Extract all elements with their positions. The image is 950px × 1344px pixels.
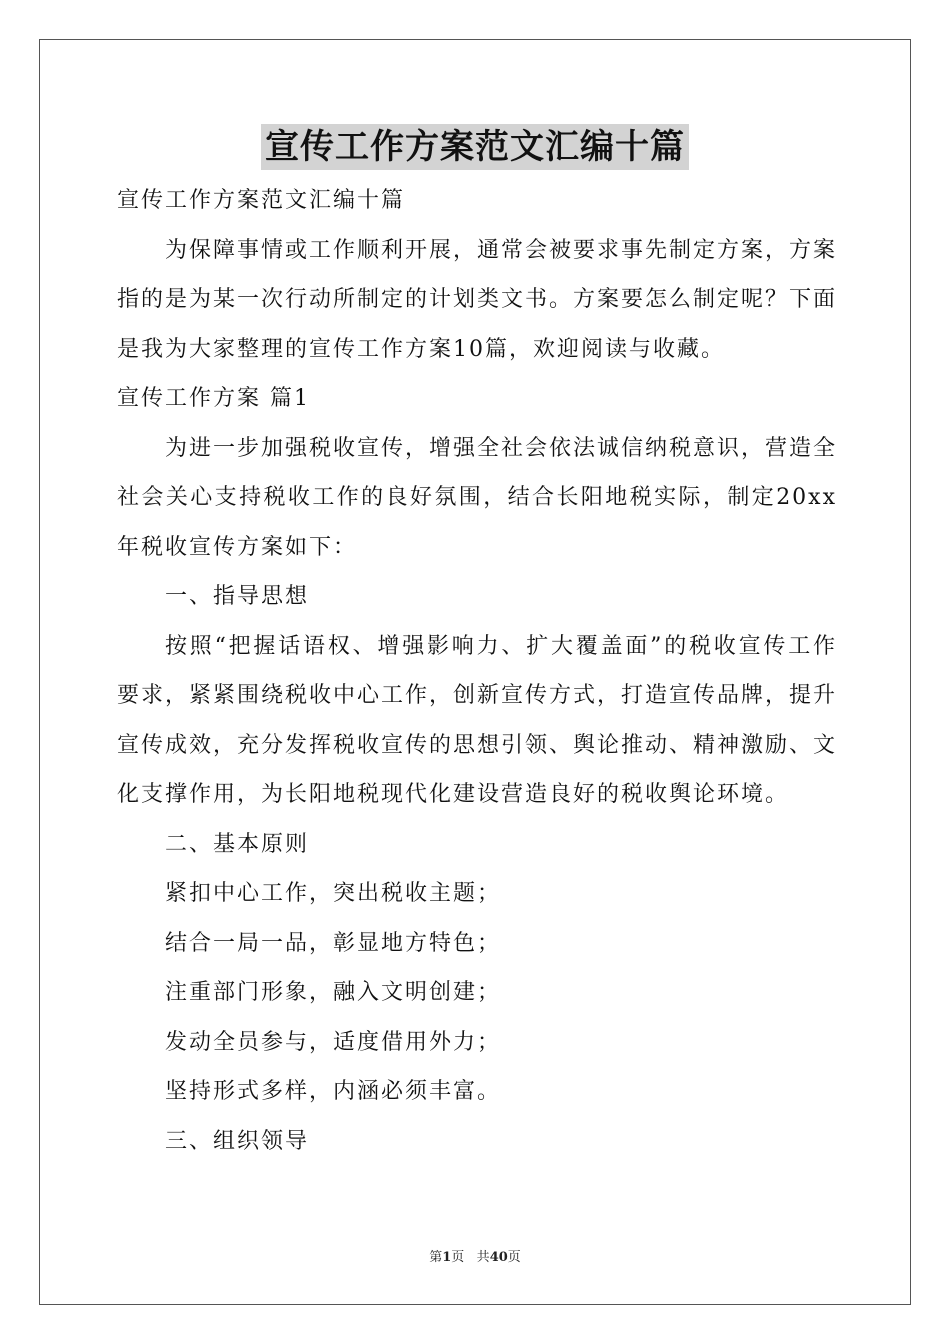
heading-basic-principles: 二、基本原则 (165, 831, 310, 857)
document-subtitle: 宣传工作方案范文汇编十篇 (117, 188, 406, 213)
footer-page-number: 1 (442, 1250, 452, 1265)
footer-prefix: 第 (429, 1250, 443, 1265)
title-container (0, 124, 950, 170)
footer-page-suffix: 页 (451, 1250, 465, 1265)
document-body (117, 176, 837, 1166)
heading-guiding-thought: 一、指导思想 (165, 584, 310, 609)
page-footer (0, 1246, 950, 1265)
principle-item: 发动全员参与，适度借用外力； (165, 1029, 502, 1055)
principle-item: 紧扣中心工作，突出税收主题； (165, 881, 502, 906)
footer-total-suffix: 页 (507, 1250, 521, 1265)
document-title: 宣传工作方案范文汇编十篇 (261, 124, 689, 170)
heading-organization: 三、组织领导 (165, 1128, 310, 1154)
intro-paragraph: 为保障事情或工作顺利开展，通常会被要求事先制定方案，方案指的是为某一次行动所制定的计划类文书。方案要怎么制定呢？下面是我为大家整理的宣传工作方案10篇，欢迎阅读与收藏。 (117, 237, 838, 362)
footer-total-prefix: 共 (476, 1250, 490, 1265)
principle-item: 坚持形式多样，内涵必须丰富。 (165, 1079, 502, 1104)
principle-item: 注重部门形象，融入文明创建； (165, 980, 502, 1005)
principle-item: 结合一局一品，彰显地方特色； (165, 930, 502, 956)
footer-total-pages: 40 (489, 1250, 508, 1265)
section-intro-paragraph: 为进一步加强税收宣传，增强全社会依法诚信纳税意识，营造全社会关心支持税收工作的良好氛围，结合长阳地税实际，制定20xx年税收宣传方案如下： (117, 435, 838, 560)
section-heading: 宣传工作方案 篇1 (117, 386, 310, 411)
guiding-paragraph: 按照“把握话语权、增强影响力、扩大覆盖面”的税收宣传工作要求，紧紧围绕税收中心工作，创新宣传方式，打造宣传品牌，提升宣传成效，充分发挥税收宣传的思想引领、舆论推动、精神激励、文化支撑作用，为长阳地税现代化建设营造良好的税收舆论环境。 (117, 633, 838, 807)
